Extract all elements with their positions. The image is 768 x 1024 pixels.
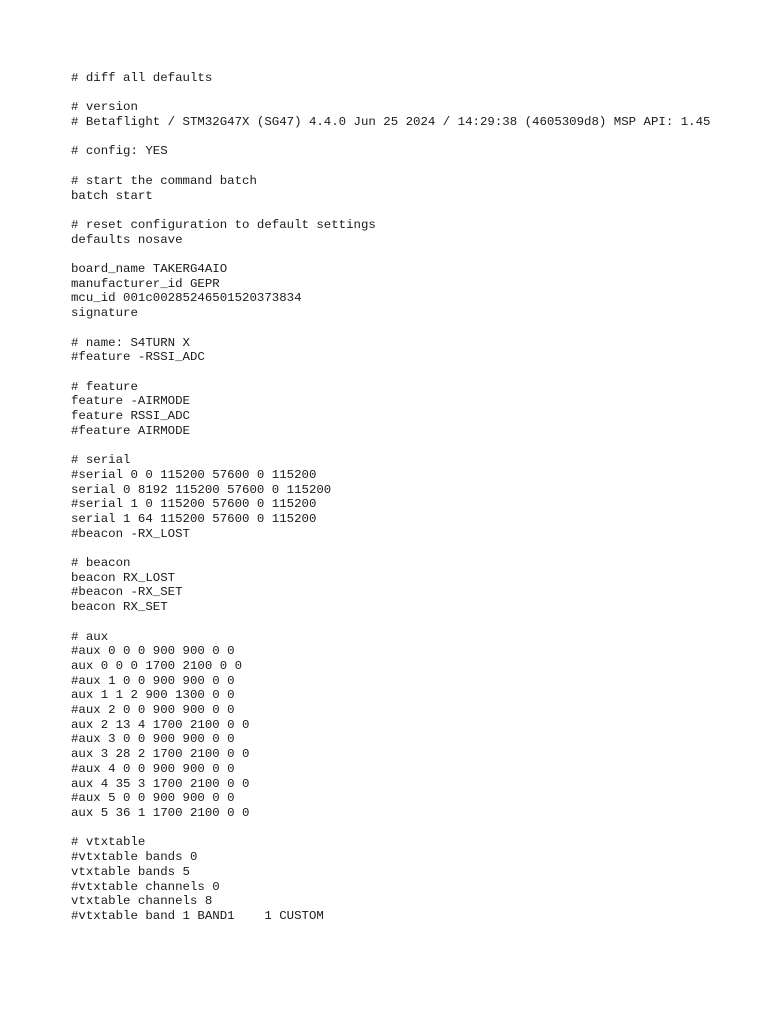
text-line: # reset configuration to default settings	[71, 217, 376, 232]
text-line: #feature AIRMODE	[71, 423, 190, 438]
text-line: #serial 0 0 115200 57600 0 115200	[71, 467, 317, 482]
text-line: # start the command batch	[71, 173, 257, 188]
text-line: serial 0 8192 115200 57600 0 115200	[71, 482, 332, 497]
text-line: vtxtable bands 5	[71, 864, 190, 879]
text-line: #aux 1 0 0 900 900 0 0	[71, 673, 235, 688]
text-line: # aux	[71, 629, 109, 644]
text-line: manufacturer_id GEPR	[71, 276, 220, 291]
section-batch	[71, 174, 711, 203]
text-line: feature RSSI_ADC	[71, 409, 190, 424]
text-line: beacon RX_SET	[71, 600, 168, 615]
text-line: aux 4 35 3 1700 2100 0 0	[71, 776, 250, 791]
text-line: # name: S4TURN X	[71, 335, 190, 350]
text-line: # vtxtable	[71, 835, 146, 850]
text-line: #beacon -RX_LOST	[71, 526, 190, 541]
section-aux	[71, 630, 711, 821]
text-line: aux 0 0 0 1700 2100 0 0	[71, 658, 243, 673]
text-line: # beacon	[71, 556, 131, 571]
section-name	[71, 336, 711, 365]
text-line: #vtxtable channels 0	[71, 879, 220, 894]
text-line: aux 2 13 4 1700 2100 0 0	[71, 717, 250, 732]
text-line: #aux 2 0 0 900 900 0 0	[71, 703, 235, 718]
text-line: feature -AIRMODE	[71, 394, 190, 409]
section-header	[71, 71, 711, 86]
text-line: #aux 3 0 0 900 900 0 0	[71, 732, 235, 747]
text-line: beacon RX_LOST	[71, 570, 176, 585]
text-line: signature	[71, 306, 138, 321]
section-defaults	[71, 218, 711, 247]
text-line: # Betaflight / STM32G47X (SG47) 4.4.0 Jun 25 2024 / 14:29:38 (4605309d8) MSP API: 1.45	[71, 115, 711, 130]
text-line: #vtxtable bands 0	[71, 850, 198, 865]
text-line: board_name TAKERG4AIO	[71, 262, 228, 277]
text-line: # version	[71, 100, 138, 115]
section-config	[71, 144, 711, 159]
text-line: # feature	[71, 379, 138, 394]
config-dump-document	[71, 71, 711, 938]
text-line: #aux 5 0 0 900 900 0 0	[71, 791, 235, 806]
section-vtxtable	[71, 835, 711, 923]
section-beacon	[71, 556, 711, 615]
text-line: batch start	[71, 188, 153, 203]
text-line: #aux 0 0 0 900 900 0 0	[71, 644, 235, 659]
text-line: aux 3 28 2 1700 2100 0 0	[71, 747, 250, 762]
text-line: aux 1 1 2 900 1300 0 0	[71, 688, 235, 703]
section-version	[71, 100, 711, 129]
text-line: #aux 4 0 0 900 900 0 0	[71, 761, 235, 776]
section-serial	[71, 453, 711, 541]
text-line: # config: YES	[71, 144, 168, 159]
text-line: defaults nosave	[71, 232, 183, 247]
text-line: # serial	[71, 453, 131, 468]
text-line: mcu_id 001c00285246501520373834	[71, 291, 302, 306]
text-line: aux 5 36 1 1700 2100 0 0	[71, 806, 250, 820]
section-board	[71, 262, 711, 321]
text-line: # diff all defaults	[71, 71, 213, 85]
section-feature	[71, 380, 711, 439]
text-line: #beacon -RX_SET	[71, 585, 183, 600]
text-line: serial 1 64 115200 57600 0 115200	[71, 511, 317, 526]
text-line: vtxtable channels 8	[71, 894, 213, 909]
text-line: #vtxtable band 1 BAND1 1 CUSTOM	[71, 908, 324, 923]
text-line: #serial 1 0 115200 57600 0 115200	[71, 497, 317, 512]
text-line: #feature -RSSI_ADC	[71, 350, 205, 365]
